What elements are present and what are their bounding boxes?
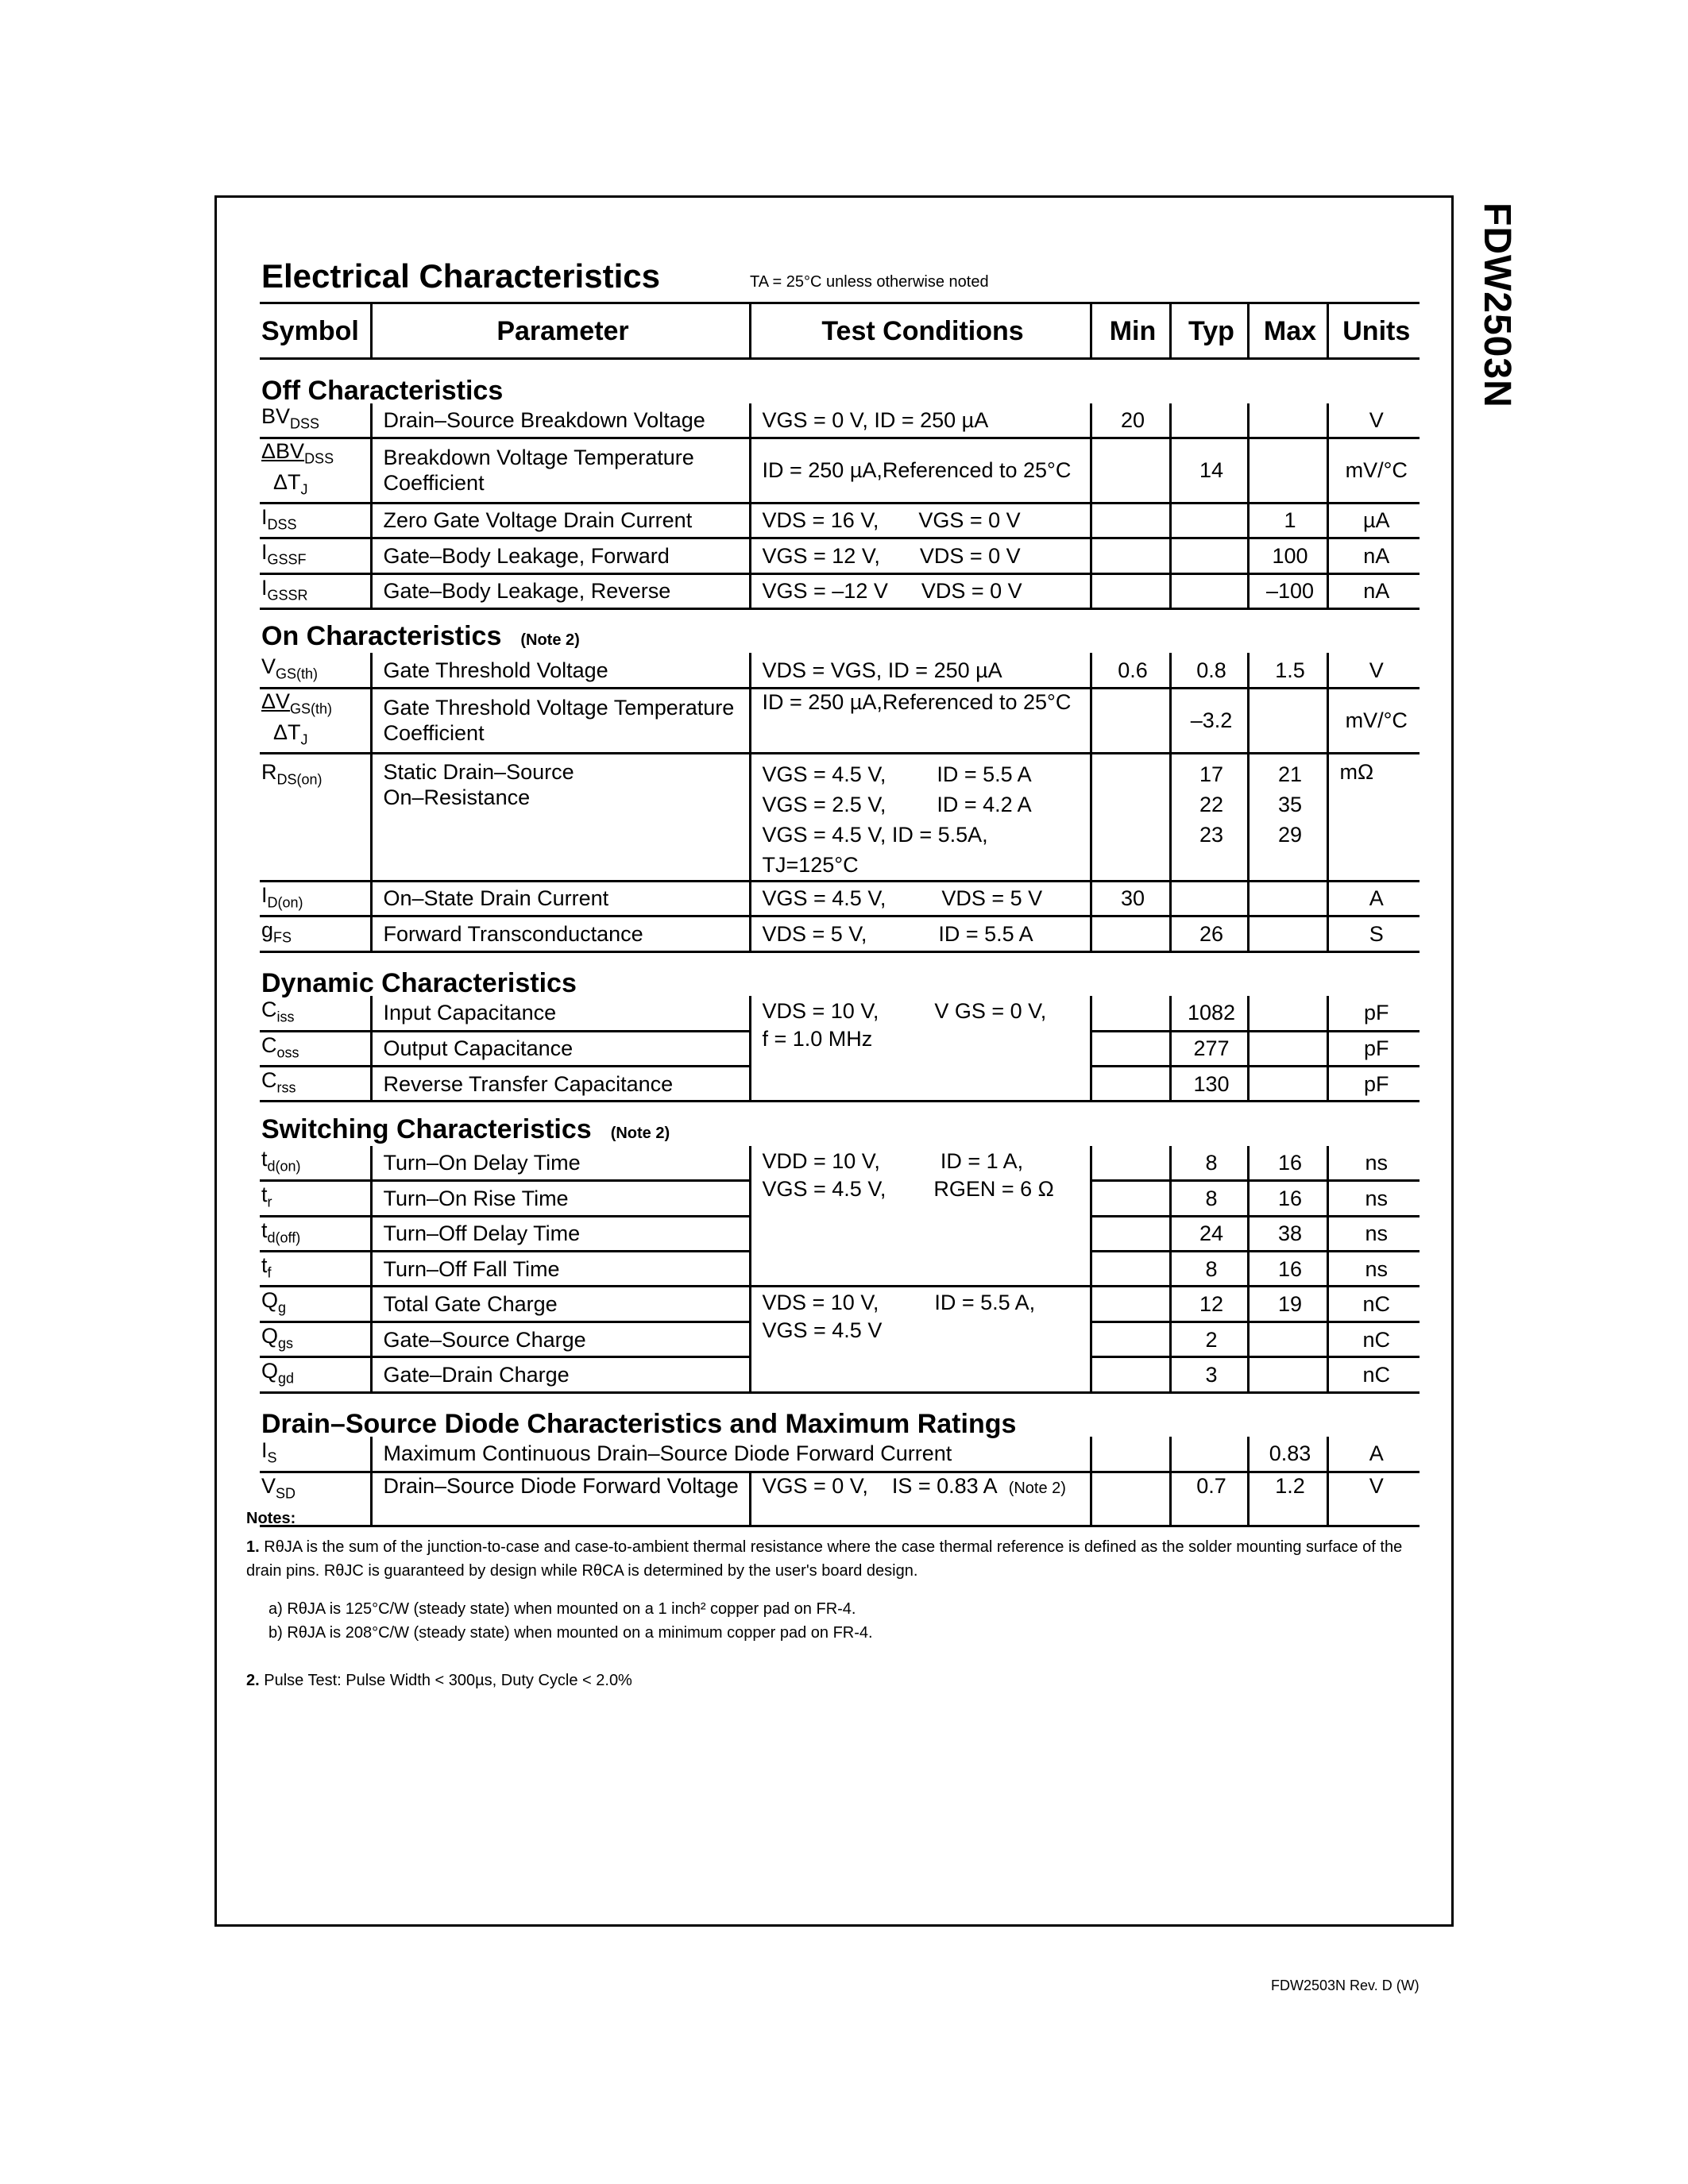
section-off — [260, 359, 1420, 403]
note-number: 2. — [246, 1672, 260, 1689]
notes — [246, 1507, 1430, 1692]
typ: 0.7 — [1170, 1472, 1248, 1526]
table-row — [260, 503, 1420, 538]
section-note: (Note 2) — [610, 1124, 670, 1142]
min — [1091, 438, 1170, 504]
units: µA — [1327, 503, 1420, 538]
max — [1248, 753, 1327, 881]
col-min: Min — [1091, 303, 1170, 359]
symbol: $C_{rss}$ — [260, 1066, 371, 1101]
max: –100 — [1248, 573, 1327, 608]
max — [1248, 688, 1327, 753]
condition-a: VDS = 16 V, — [762, 508, 879, 533]
units: nC — [1327, 1287, 1420, 1322]
typ: 1082 — [1170, 996, 1248, 1031]
note-number: 1. — [246, 1538, 260, 1556]
condition-b: ID = 5.5 A — [937, 762, 1032, 786]
section-switching — [260, 1102, 1420, 1146]
min — [1091, 573, 1170, 608]
condition-line: VGS = 4.5 V, ID = 5.5A, TJ=125°C — [762, 822, 988, 877]
table-row — [260, 916, 1420, 951]
col-max: Max — [1248, 303, 1327, 359]
test-condition — [750, 1287, 1091, 1392]
test-condition: ID = 250 µA,Referenced to 25°C — [750, 688, 1091, 753]
symbol: $t_{d(on)}$ — [260, 1146, 371, 1181]
parameter: Input Capacitance — [371, 996, 750, 1031]
max: 0.83 — [1248, 1437, 1327, 1472]
table-row — [260, 403, 1420, 438]
test-condition: ID = 250 µA,Referenced to 25°C — [750, 438, 1091, 504]
units: A — [1327, 1437, 1420, 1472]
min — [1091, 1066, 1170, 1101]
max-value: 35 — [1277, 792, 1303, 816]
max: 19 — [1248, 1287, 1327, 1322]
parameter: Zero Gate Voltage Drain Current — [371, 503, 750, 538]
min — [1091, 916, 1170, 951]
max — [1248, 438, 1327, 504]
typ: 12 — [1170, 1287, 1248, 1322]
units: pF — [1327, 1066, 1420, 1101]
test-condition — [750, 503, 1091, 538]
parameter: Turn–On Rise Time — [371, 1181, 750, 1216]
units: ns — [1327, 1181, 1420, 1216]
symbol: $Q_g$ — [260, 1287, 371, 1322]
symbol: $C_{iss}$ — [260, 996, 371, 1031]
units: mV/°C — [1327, 438, 1420, 504]
condition-note: (Note 2) — [1008, 1479, 1066, 1497]
units: V — [1327, 403, 1420, 438]
symbol: $BV_{DSS}$ — [260, 403, 371, 438]
min — [1091, 503, 1170, 538]
max: 16 — [1248, 1181, 1327, 1216]
max: 16 — [1248, 1146, 1327, 1181]
min — [1091, 688, 1170, 753]
section-title: Dynamic Characteristics — [261, 968, 577, 999]
max — [1248, 1322, 1327, 1356]
condition-a: VDS = 10 V, — [762, 999, 879, 1024]
parameter: Reverse Transfer Capacitance — [371, 1066, 750, 1101]
max: 16 — [1248, 1252, 1327, 1287]
units: mV/°C — [1327, 688, 1420, 753]
section-note: (Note 2) — [520, 631, 580, 650]
symbol: $I_{GSSF}$ — [260, 538, 371, 573]
min — [1091, 1287, 1170, 1322]
section-diode — [260, 1392, 1420, 1437]
min — [1091, 1216, 1170, 1251]
max — [1248, 1357, 1327, 1392]
min — [1091, 538, 1170, 573]
table-row — [260, 996, 1420, 1031]
electrical-characteristics-table — [260, 302, 1420, 1527]
condition-a: VGS = 2.5 V, — [762, 792, 886, 816]
typ: 14 — [1170, 438, 1248, 504]
typ — [1170, 1437, 1248, 1472]
parameter — [371, 753, 750, 881]
parameter: Forward Transconductance — [371, 916, 750, 951]
section-title — [260, 1102, 1420, 1146]
test-condition: VGS = 0 V, ID = 250 µA — [750, 403, 1091, 438]
symbol: $t_{d(off)}$ — [260, 1216, 371, 1251]
max: 38 — [1248, 1216, 1327, 1251]
condition-b: VGS = 0 V — [918, 508, 1021, 533]
parameter: Turn–On Delay Time — [371, 1146, 750, 1181]
typ: 2 — [1170, 1322, 1248, 1356]
note-1a: a) RθJA is 125°C/W (steady state) when mounted on a 1 inch² copper pad on FR-4. — [268, 1600, 856, 1618]
test-condition — [750, 881, 1091, 916]
col-symbol: Symbol — [260, 303, 371, 359]
table-row — [260, 753, 1420, 881]
page-title: Electrical Characteristics — [261, 257, 660, 295]
condition-a: VGS = 4.5 V, — [762, 1176, 886, 1201]
min — [1091, 1252, 1170, 1287]
parameter: Turn–Off Fall Time — [371, 1252, 750, 1287]
units: pF — [1327, 996, 1420, 1031]
symbol: $R_{DS(on)}$ — [260, 753, 371, 881]
max — [1248, 1066, 1327, 1101]
units: nC — [1327, 1322, 1420, 1356]
max: 1.2 — [1248, 1472, 1327, 1526]
units: ns — [1327, 1146, 1420, 1181]
symbol: $t_f$ — [260, 1252, 371, 1287]
condition-b: IS = 0.83 A — [891, 1473, 998, 1498]
condition-b: VDS = 0 V — [921, 579, 1022, 604]
test-condition — [750, 538, 1091, 573]
parameter: Maximum Continuous Drain–Source Diode Forward Current — [371, 1437, 1091, 1472]
table-row — [260, 653, 1420, 688]
symbol: $V_{SD}$ — [260, 1472, 371, 1526]
units: pF — [1327, 1031, 1420, 1066]
min — [1091, 996, 1170, 1031]
symbol: $Q_{gs}$ — [260, 1322, 371, 1356]
units: ns — [1327, 1216, 1420, 1251]
min: 30 — [1091, 881, 1170, 916]
typ: 24 — [1170, 1216, 1248, 1251]
symbol: $g_{FS}$ — [260, 916, 371, 951]
max — [1248, 1031, 1327, 1066]
typ — [1170, 881, 1248, 916]
section-title — [260, 608, 1420, 653]
test-condition — [750, 753, 1091, 881]
parameter: Drain–Source Breakdown Voltage — [371, 403, 750, 438]
max: 100 — [1248, 538, 1327, 573]
parameter: Gate Threshold Voltage — [371, 653, 750, 688]
symbol: $V_{GS(th)}$ — [260, 653, 371, 688]
parameter: Output Capacitance — [371, 1031, 750, 1066]
typ: 3 — [1170, 1357, 1248, 1392]
parameter: Gate–Drain Charge — [371, 1357, 750, 1392]
section-title: Off Characteristics — [261, 375, 504, 406]
table-row — [260, 1146, 1420, 1181]
min — [1091, 753, 1170, 881]
typ: 26 — [1170, 916, 1248, 951]
typ: 277 — [1170, 1031, 1248, 1066]
condition-a: VGS = 0 V, — [762, 1473, 868, 1498]
section-title-text: On Characteristics — [261, 621, 502, 652]
note-1: RθJA is the sum of the junction-to-case and case-to-ambient thermal resistance where the case thermal reference is defined as the solder mounting surface of the drain pins. RθJC is guaranteed by design while RθCA is determined by the user's board design. — [246, 1538, 1403, 1580]
condition-b: VDS = 5 V — [941, 886, 1043, 911]
typ: 130 — [1170, 1066, 1248, 1101]
min — [1091, 1322, 1170, 1356]
section-title: Drain–Source Diode Characteristics and Maximum Ratings — [261, 1409, 1017, 1440]
condition-a: VGS = –12 V — [762, 579, 888, 604]
condition-a: VDS = 10 V, — [762, 1291, 879, 1315]
table-row — [260, 881, 1420, 916]
units: nA — [1327, 573, 1420, 608]
page-subtitle: TA = 25°C unless otherwise noted — [750, 273, 989, 291]
condition-b: RGEN = 6 Ω — [933, 1176, 1054, 1201]
symbol: $I_{DSS}$ — [260, 503, 371, 538]
symbol: $C_{oss}$ — [260, 1031, 371, 1066]
condition-line: f = 1.0 MHz — [762, 1027, 873, 1051]
condition-b: ID = 5.5 A, — [934, 1291, 1036, 1315]
parameter: Gate–Body Leakage, Reverse — [371, 573, 750, 608]
max-value: 21 — [1277, 762, 1303, 786]
units: V — [1327, 1472, 1420, 1526]
parameter-line: Static Drain–Source — [383, 759, 574, 784]
condition-b: ID = 1 A, — [940, 1148, 1024, 1173]
col-units: Units — [1327, 303, 1420, 359]
table-header-row — [260, 303, 1420, 359]
section-on — [260, 608, 1420, 653]
test-condition — [750, 573, 1091, 608]
min — [1091, 1181, 1170, 1216]
note-1b: b) RθJA is 208°C/W (steady state) when mounted on a minimum copper pad on FR-4. — [268, 1624, 873, 1642]
units: V — [1327, 653, 1420, 688]
symbol: $\Delta BV_{DSS}$ $\Delta T_J$ — [260, 438, 371, 504]
typ: –3.2 — [1170, 688, 1248, 753]
col-parameter: Parameter — [371, 303, 750, 359]
table-row — [260, 538, 1420, 573]
test-condition — [750, 916, 1091, 951]
units: A — [1327, 881, 1420, 916]
condition-a: VGS = 4.5 V, — [762, 762, 886, 786]
test-condition — [750, 996, 1091, 1102]
typ — [1170, 503, 1248, 538]
condition-b: ID = 4.2 A — [937, 792, 1032, 816]
condition-line: VGS = 4.5 V — [762, 1318, 883, 1343]
parameter-line: On–Resistance — [383, 785, 531, 809]
max — [1248, 403, 1327, 438]
max — [1248, 916, 1327, 951]
col-typ: Typ — [1170, 303, 1248, 359]
max — [1248, 881, 1327, 916]
min: 20 — [1091, 403, 1170, 438]
parameter: Gate–Source Charge — [371, 1322, 750, 1356]
condition-a: VDD = 10 V, — [762, 1148, 880, 1173]
symbol: $Q_{gd}$ — [260, 1357, 371, 1392]
condition-b: VDS = 0 V — [919, 543, 1021, 568]
max: 1.5 — [1248, 653, 1327, 688]
condition-a: VGS = 4.5 V, — [762, 886, 886, 911]
min — [1091, 1031, 1170, 1066]
symbol: $t_r$ — [260, 1181, 371, 1216]
side-part-number: FDW2503N — [1476, 203, 1518, 408]
condition-a: VDS = 5 V, — [762, 921, 867, 946]
condition-b: V GS = 0 V, — [934, 999, 1047, 1024]
test-condition: VDS = VGS, ID = 250 µA — [750, 653, 1091, 688]
typ — [1170, 538, 1248, 573]
symbol: $I_{D(on)}$ — [260, 881, 371, 916]
condition-a: VGS = 12 V, — [762, 543, 880, 568]
min — [1091, 1146, 1170, 1181]
parameter: Breakdown Voltage Temperature Coefficient — [371, 438, 750, 504]
section-dynamic — [260, 951, 1420, 996]
units: ns — [1327, 1252, 1420, 1287]
symbol: $\Delta V_{GS(th)}$ $\Delta T_J$ — [260, 688, 371, 753]
units: nC — [1327, 1357, 1420, 1392]
typ: 8 — [1170, 1146, 1248, 1181]
typ: 8 — [1170, 1181, 1248, 1216]
max — [1248, 996, 1327, 1031]
table-row — [260, 438, 1420, 504]
typ-value: 23 — [1199, 822, 1224, 847]
max-value: 29 — [1277, 822, 1303, 847]
units: S — [1327, 916, 1420, 951]
units: mΩ — [1327, 753, 1420, 881]
parameter: Gate–Body Leakage, Forward — [371, 538, 750, 573]
max: 1 — [1248, 503, 1327, 538]
symbol: $I_{GSSR}$ — [260, 573, 371, 608]
parameter: Total Gate Charge — [371, 1287, 750, 1322]
table-row — [260, 1287, 1420, 1322]
typ: 0.8 — [1170, 653, 1248, 688]
parameter: Drain–Source Diode Forward Voltage — [371, 1472, 750, 1526]
typ — [1170, 573, 1248, 608]
footer-revision: FDW2503N Rev. D (W) — [1271, 1978, 1420, 1993]
parameter: Gate Threshold Voltage Temperature Coefficient — [371, 688, 750, 753]
col-test-conditions: Test Conditions — [750, 303, 1091, 359]
notes-heading: Notes: — [246, 1510, 296, 1527]
symbol: $I_S$ — [260, 1437, 371, 1472]
test-condition — [750, 1146, 1091, 1287]
typ-value: 17 — [1199, 762, 1224, 786]
note-2: Pulse Test: Pulse Width < 300µs, Duty Cycle < 2.0% — [264, 1672, 632, 1689]
section-title-text: Switching Characteristics — [261, 1113, 592, 1144]
min — [1091, 1437, 1170, 1472]
parameter: On–State Drain Current — [371, 881, 750, 916]
parameter: Turn–Off Delay Time — [371, 1216, 750, 1251]
table-row — [260, 573, 1420, 608]
min: 0.6 — [1091, 653, 1170, 688]
min — [1091, 1357, 1170, 1392]
units: nA — [1327, 538, 1420, 573]
condition-b: ID = 5.5 A — [938, 921, 1033, 946]
typ-value: 22 — [1199, 792, 1224, 816]
typ — [1170, 753, 1248, 881]
table-row — [260, 688, 1420, 753]
typ — [1170, 403, 1248, 438]
typ: 8 — [1170, 1252, 1248, 1287]
table-row — [260, 1437, 1420, 1472]
